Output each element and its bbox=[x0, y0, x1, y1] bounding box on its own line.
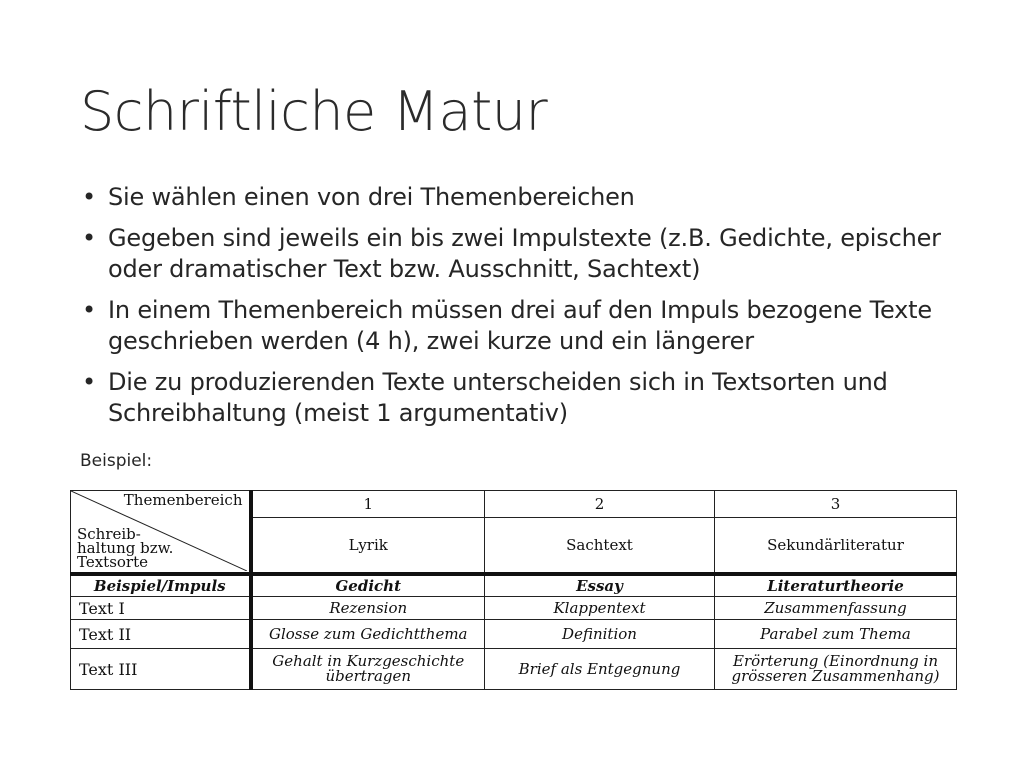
table-cell: Erörterung (Einordnung in grösseren Zusammenhang) bbox=[715, 649, 957, 690]
table-cell: Definition bbox=[485, 620, 715, 649]
impulse-cell: Literaturtheorie bbox=[715, 574, 957, 597]
corner-cell bbox=[71, 491, 251, 575]
table-cell: Parabel zum Thema bbox=[715, 620, 957, 649]
area-name: Lyrik bbox=[251, 518, 485, 575]
exam-table bbox=[70, 490, 957, 690]
table-header-numbers bbox=[71, 491, 957, 518]
impulse-row bbox=[71, 574, 957, 597]
bullet-item: • Die zu produzierenden Texte unterscheiden sich in Textsorten und Schreibhaltung (meist 1 argumentativ) bbox=[80, 367, 980, 429]
bullet-item: • Gegeben sind jeweils ein bis zwei Impulstexte (z.B. Gedichte, epischer oder dramatischer Text bzw. Ausschnitt, Sachtext) bbox=[80, 223, 980, 285]
row-label: Text I bbox=[71, 597, 251, 620]
table-cell: Brief als Entgegnung bbox=[485, 649, 715, 690]
impulse-cell: Gedicht bbox=[251, 574, 485, 597]
row-label: Text III bbox=[71, 649, 251, 690]
table-cell: Rezension bbox=[251, 597, 485, 620]
area-name: Sachtext bbox=[485, 518, 715, 575]
area-number: 1 bbox=[251, 491, 485, 518]
table-row bbox=[71, 597, 957, 620]
example-label: Beispiel: bbox=[80, 451, 153, 471]
slide-title: Schriftliche Matur bbox=[80, 80, 548, 143]
table-cell: Klappentext bbox=[485, 597, 715, 620]
table-row bbox=[71, 649, 957, 690]
bullet-item: • Sie wählen einen von drei Themenbereichen bbox=[80, 182, 980, 213]
area-name: Sekundärliteratur bbox=[715, 518, 957, 575]
impulse-label: Beispiel/Impuls bbox=[71, 574, 251, 597]
table-row bbox=[71, 620, 957, 649]
area-number: 3 bbox=[715, 491, 957, 518]
corner-bottom-text: Schreib- haltung bzw. Textsorte bbox=[77, 525, 174, 571]
table-cell: Zusammenfassung bbox=[715, 597, 957, 620]
corner-top-label: Themenbereich bbox=[123, 491, 243, 509]
impulse-cell: Essay bbox=[485, 574, 715, 597]
area-number: 2 bbox=[485, 491, 715, 518]
row-label: Text II bbox=[71, 620, 251, 649]
bullet-item: • In einem Themenbereich müssen drei auf den Impuls bezogene Texte geschrieben werden (4 h), zwei kurze und ein längerer bbox=[80, 295, 980, 357]
table-cell: Gehalt in Kurzgeschichte übertragen bbox=[251, 649, 485, 690]
table-cell: Glosse zum Gedichtthema bbox=[251, 620, 485, 649]
bullet-list bbox=[80, 182, 980, 439]
corner-bottom-label bbox=[77, 527, 173, 569]
